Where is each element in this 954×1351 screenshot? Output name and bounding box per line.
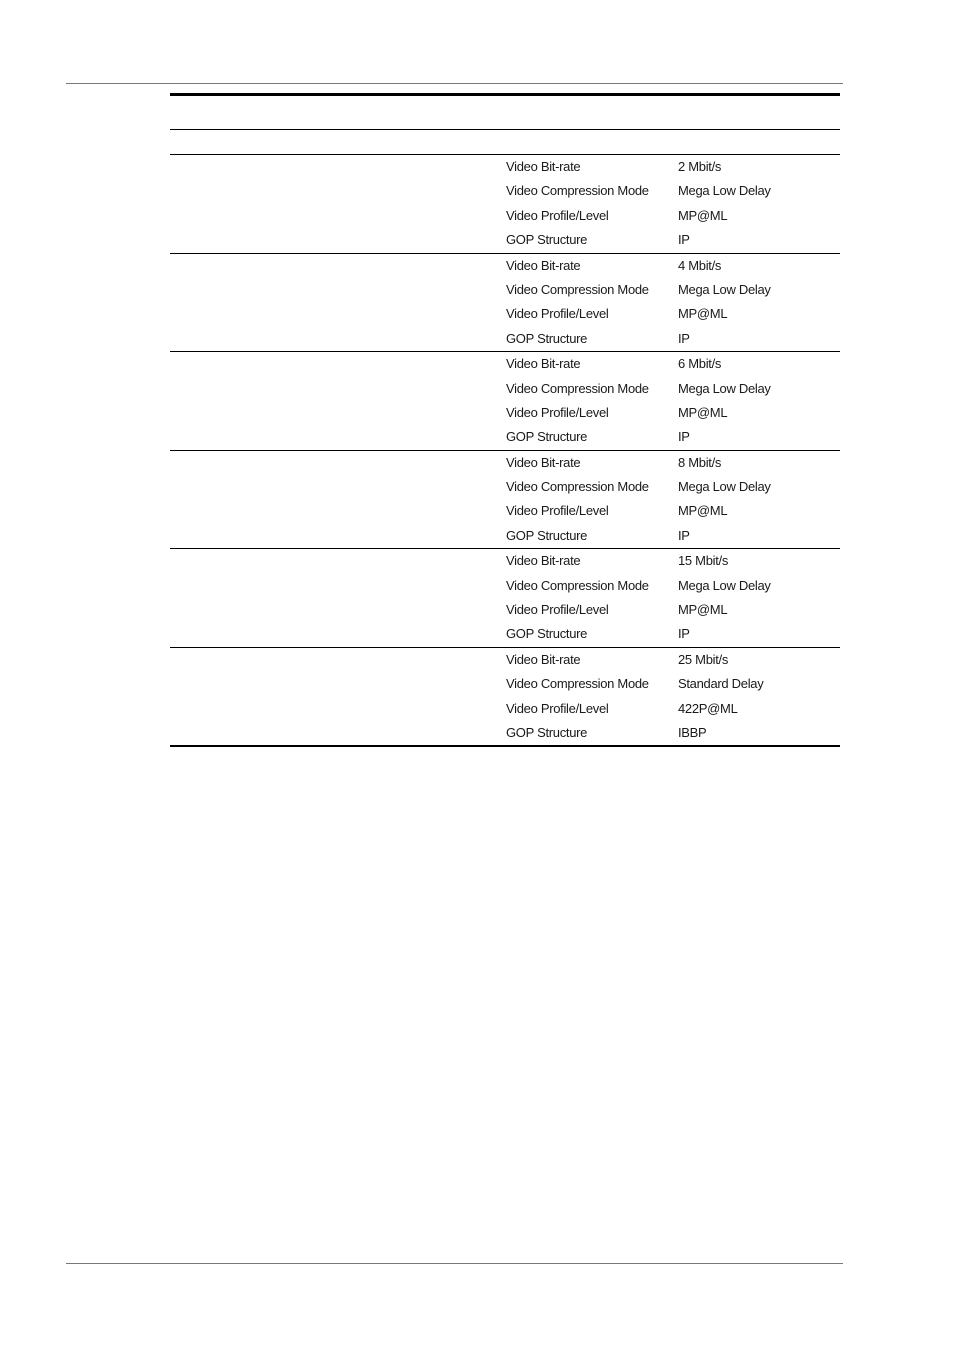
- parameter-label: Video Profile/Level: [506, 207, 609, 223]
- table-row: [170, 352, 840, 376]
- parameter-value: IP: [678, 232, 690, 248]
- table-row: [170, 451, 840, 475]
- parameter-value: Mega Low Delay: [678, 183, 771, 199]
- parameter-value: MP@ML: [678, 602, 728, 618]
- parameter-value: IBBP: [678, 724, 707, 740]
- footer-rule: [66, 1263, 843, 1264]
- parameter-value: 6 Mbit/s: [678, 356, 722, 372]
- table-row: [170, 327, 840, 351]
- parameter-label: Video Compression Mode: [506, 577, 649, 593]
- parameter-value: MP@ML: [678, 404, 728, 420]
- table-row: [170, 622, 840, 646]
- table-row: [170, 475, 840, 499]
- parameter-value: IP: [678, 429, 690, 445]
- parameter-label: GOP Structure: [506, 626, 588, 642]
- parameter-label: Video Bit-rate: [506, 257, 581, 273]
- parameter-label: Video Compression Mode: [506, 380, 649, 396]
- parameter-label: Video Compression Mode: [506, 281, 649, 297]
- table-row: [170, 524, 840, 548]
- parameter-label: Video Bit-rate: [506, 651, 581, 667]
- parameter-value: Mega Low Delay: [678, 479, 771, 495]
- header-rule: [66, 83, 843, 84]
- table-row: [170, 204, 840, 228]
- parameter-label: GOP Structure: [506, 429, 588, 445]
- table-row: [170, 672, 840, 696]
- parameter-value: 422P@ML: [678, 700, 738, 716]
- parameter-label: GOP Structure: [506, 527, 588, 543]
- parameter-value: 15 Mbit/s: [678, 553, 729, 569]
- settings-group: [170, 648, 840, 748]
- parameter-value: 8 Mbit/s: [678, 454, 722, 470]
- table-row: [170, 179, 840, 203]
- parameter-label: GOP Structure: [506, 724, 588, 740]
- settings-group: [170, 254, 840, 353]
- parameter-value: MP@ML: [678, 503, 728, 519]
- table-row: [170, 228, 840, 252]
- table-row: [170, 155, 840, 179]
- parameter-label: GOP Structure: [506, 330, 588, 346]
- parameter-value: Mega Low Delay: [678, 577, 771, 593]
- table-header-row: [170, 96, 840, 130]
- parameter-label: Video Bit-rate: [506, 454, 581, 470]
- table-row: [170, 401, 840, 425]
- table-row: [170, 499, 840, 523]
- settings-group: [170, 155, 840, 254]
- parameter-value: Mega Low Delay: [678, 380, 771, 396]
- table-row: [170, 425, 840, 449]
- parameter-label: Video Bit-rate: [506, 159, 581, 174]
- parameter-label: Video Profile/Level: [506, 306, 609, 322]
- parameter-label: Video Compression Mode: [506, 676, 649, 692]
- settings-group: [170, 451, 840, 550]
- parameter-label: Video Compression Mode: [506, 183, 649, 199]
- parameter-label: Video Profile/Level: [506, 602, 609, 618]
- parameter-value: IP: [678, 330, 690, 346]
- parameter-value: 4 Mbit/s: [678, 257, 722, 273]
- parameter-label: Video Bit-rate: [506, 553, 581, 569]
- settings-group: [170, 352, 840, 451]
- table-row: [170, 254, 840, 278]
- parameter-label: Video Profile/Level: [506, 404, 609, 420]
- parameter-value: MP@ML: [678, 306, 728, 322]
- table-row: [170, 598, 840, 622]
- parameter-label: Video Profile/Level: [506, 503, 609, 519]
- parameter-value: 25 Mbit/s: [678, 651, 729, 667]
- parameter-value: MP@ML: [678, 207, 728, 223]
- parameter-value: IP: [678, 527, 690, 543]
- table-subheader-row: [170, 130, 840, 155]
- parameter-value: IP: [678, 626, 690, 642]
- table-row: [170, 549, 840, 573]
- parameter-label: GOP Structure: [506, 232, 588, 248]
- table-row: [170, 302, 840, 326]
- parameter-value: Mega Low Delay: [678, 281, 771, 297]
- parameter-label: Video Bit-rate: [506, 356, 581, 372]
- parameter-value: 2 Mbit/s: [678, 159, 722, 174]
- settings-table: [170, 93, 840, 747]
- table-row: [170, 574, 840, 598]
- table-row: [170, 721, 840, 745]
- table-row: [170, 278, 840, 302]
- settings-group: [170, 549, 840, 648]
- table-row: [170, 697, 840, 721]
- parameter-label: Video Profile/Level: [506, 700, 609, 716]
- parameter-value: Standard Delay: [678, 676, 764, 692]
- parameter-label: Video Compression Mode: [506, 479, 649, 495]
- table-row: [170, 377, 840, 401]
- table-row: [170, 648, 840, 672]
